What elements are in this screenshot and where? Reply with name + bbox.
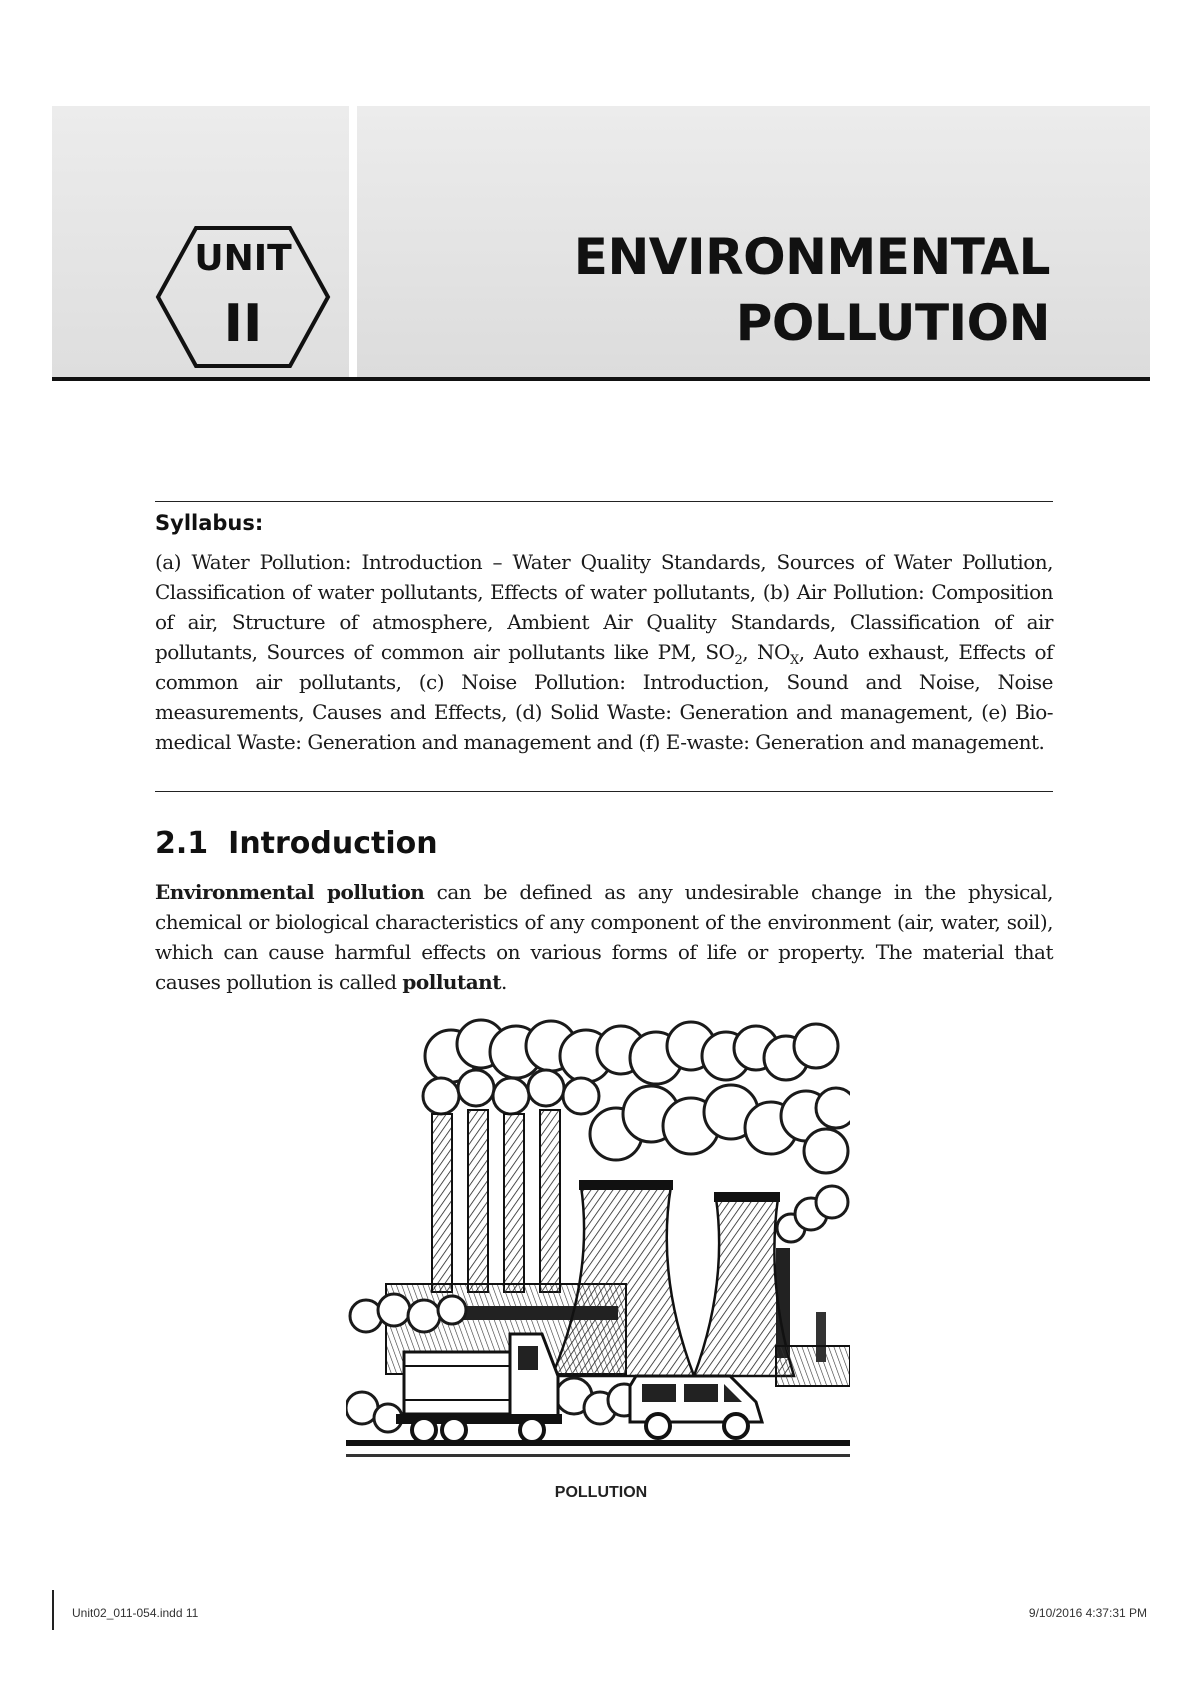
syllabus-text: (a) Water Pollution: Introduction – Water Quality Standards, Sources of Water Pollution, Classification of water pollutants, Effects of water pollutants, (b) Air Pollution: Composition of air, Structure of atmosphere, Ambient Air Quality Standards, Classification of air pollutants, Sources of common air pollutants like PM, $SO_2$, $NO_X$, Auto exhaust, Effects of common air pollutants, (c) Noise Pollution: Introduction, Sound and Noise, Noise measurements, Causes and Effects, (d) Solid Waste: Generation and management, (e) Bio-medical Waste: Generation and management and (f) E-waste: Generation and management. xyxy=(155,550,1054,754)
footer-file-info: Unit02_011-054.indd 11 xyxy=(72,1606,199,1620)
section-number: 2.1 xyxy=(155,826,209,861)
footer-timestamp: 9/10/2016 4:37:31 PM xyxy=(1028,1606,1147,1620)
chapter-title-line-1: ENVIRONMENTAL xyxy=(573,228,1050,286)
chapter-title-line-2: POLLUTION xyxy=(735,294,1050,352)
pollution-illustration xyxy=(346,1016,850,1474)
syllabus-top-rule xyxy=(155,501,1053,502)
syllabus-bottom-rule xyxy=(155,791,1053,792)
syllabus-heading: Syllabus: xyxy=(155,511,264,535)
header-rule xyxy=(52,377,1150,381)
section-title: Introduction xyxy=(228,826,438,861)
unit-label: UNIT xyxy=(194,238,292,279)
footer-crop-mark xyxy=(52,1590,54,1630)
section-heading xyxy=(155,826,438,861)
intro-paragraph: Environmental pollution can be defined as any undesirable change in the physical, chemical or biological characteristics of any component of the environment (air, water, soil), which can cause harmful effects on various forms of life or property. The material that causes pollution is called pollutant. xyxy=(155,880,1053,994)
unit-number: II xyxy=(223,294,263,354)
figure-caption: POLLUTION xyxy=(554,1484,648,1501)
